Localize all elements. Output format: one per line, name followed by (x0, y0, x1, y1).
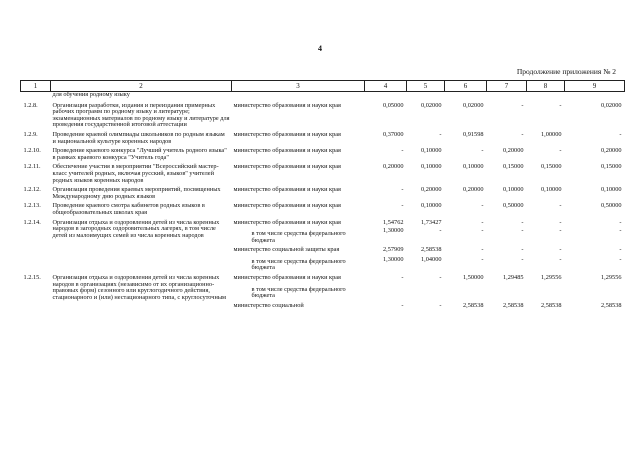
cell-col6: - (481, 255, 484, 263)
table-row (21, 147, 625, 163)
cell-col8: - (559, 227, 562, 235)
col-header-9: 9 (565, 81, 625, 92)
cell-col8: 0,10000 (541, 186, 562, 194)
cell-col7: 0,50000 (503, 202, 524, 210)
cell-col8: 1,00000 (541, 130, 562, 138)
row-ministry: министерство образования и науки края (233, 147, 341, 155)
cell-col8: 2,58538 (541, 301, 562, 309)
row-ministry: министерство образования и науки края (233, 130, 341, 138)
cell-col7: 0,10000 (503, 186, 524, 194)
table-row (21, 102, 625, 131)
cell-col8: - (559, 101, 562, 109)
cell-col4 (365, 284, 407, 302)
cell-col9: - (619, 227, 622, 235)
table-row (21, 131, 625, 147)
cell-col4: - (401, 202, 404, 210)
cell-col5: 1,04000 (421, 255, 442, 263)
row-code: 1.2.8. (23, 101, 38, 109)
cell-col7 (487, 284, 527, 302)
cell-col8: - (559, 202, 562, 210)
federal-budget-note: в том числе средства федерального бюджета (251, 230, 346, 244)
cell-col8: - (559, 246, 562, 254)
cell-col4: - (401, 186, 404, 194)
federal-budget-note: в том числе средства федерального бюджета (251, 285, 346, 300)
cell-col5: 1,73427 (421, 218, 442, 226)
cell-col8: - (559, 255, 562, 263)
cell-col9: 0,50000 (601, 202, 622, 210)
row-title: Организация проведения краевых мероприятий, посвященных Международному дню родных языков (52, 186, 221, 200)
cell-col9: 0,02000 (601, 101, 622, 109)
cell-col7: - (521, 227, 524, 235)
cell-col4: - (401, 147, 404, 155)
cell-col9: 0,20000 (601, 147, 622, 155)
row-title: Проведение краевой олимпиады школьников по родным языкам и национальной культуре коренных народов (52, 130, 225, 145)
cell-col8 (527, 284, 565, 302)
cell-col5: 0,02000 (421, 101, 442, 109)
cell-col6: - (481, 218, 484, 226)
cell-col9: 0,10000 (601, 186, 622, 194)
cell-col4: 1,54762 (383, 218, 404, 226)
cell-col4: 2,57909 (383, 246, 404, 254)
col-header-8: 8 (527, 81, 565, 92)
table-row (21, 163, 625, 186)
cell-col4: 0,05000 (383, 101, 404, 109)
cell-col7: - (521, 246, 524, 254)
cell-col5: 0,10000 (421, 147, 442, 155)
cell-col6: 2,58538 (463, 301, 484, 309)
row-title: Организация отдыха и оздоровления детей из числа коренных народов в организациях (независимо от их организационно-правовых форм) сезонного или круглогодичного действия, стационарного и (или) нестационарного типа, с круглосуточным (52, 274, 227, 301)
cell-col8: - (559, 218, 562, 226)
cell-col7: 0,20000 (503, 147, 524, 155)
cell-col5: - (439, 227, 442, 235)
cell-col6 (445, 284, 487, 302)
cell-col5: - (439, 274, 442, 282)
cell-col7: - (521, 101, 524, 109)
cell-col5: 0,20000 (421, 186, 442, 194)
cell-col5: 0,10000 (421, 163, 442, 171)
row-title: Проведение краевого конкурса "Лучший учитель родного языка" в рамках краевого конкурса "Учитель года" (52, 147, 227, 161)
cell-col7: - (521, 130, 524, 138)
cell-col4: - (401, 274, 404, 282)
cell-col6: - (481, 246, 484, 254)
cell-col5 (407, 284, 445, 302)
table-row (21, 274, 625, 284)
col-header-1: 1 (21, 81, 51, 92)
cell-col9: 1,29556 (601, 274, 622, 282)
cell-col7: - (521, 218, 524, 226)
col-header-3: 3 (232, 81, 365, 92)
cell-col4: 1,30000 (383, 255, 404, 263)
page-number: 4 (318, 44, 322, 53)
federal-budget-note: в том числе средства федерального бюджета (251, 257, 346, 272)
cell-col6: 1,50000 (463, 274, 484, 282)
cell-col8: 1,29556 (541, 274, 562, 282)
cell-col4: 0,37000 (383, 130, 404, 138)
table-row (21, 186, 625, 202)
cell-col9: - (619, 130, 622, 138)
cell-col6: 0,10000 (463, 163, 484, 171)
cell-col6: 0,20000 (463, 186, 484, 194)
col-header-2: 2 (51, 81, 232, 92)
table-row (21, 202, 625, 218)
cell-col4: 0,20000 (383, 163, 404, 171)
cell-col9: 0,15000 (601, 163, 622, 171)
cell-col5: 0,10000 (421, 202, 442, 210)
col-header-6: 6 (445, 81, 487, 92)
cell-col6: - (481, 227, 484, 235)
cell-col7: 1,29485 (503, 274, 524, 282)
budget-table (20, 80, 625, 311)
row-ministry: министерство социальной (233, 301, 304, 309)
col-header-4: 4 (365, 81, 407, 92)
cell-col4: 1,30000 (383, 227, 404, 235)
row-code: 1.2.14. (23, 218, 41, 226)
cell-col6: - (481, 147, 484, 155)
row-title: Организация отдыха и оздоровления детей из числа коренных народов в загородных оздоровительных лагерях, в том числе детей из малоимущих семей из числа коренных народов (52, 218, 220, 239)
row-code: 1.2.12. (23, 186, 41, 194)
col-header-7: 7 (487, 81, 527, 92)
appendix-note: Продолжение приложения № 2 (516, 67, 616, 76)
cell-col4: - (401, 301, 404, 309)
cell-col8: 0,15000 (541, 163, 562, 171)
row-code: 1.2.13. (23, 202, 41, 210)
cell-col7: 2,58538 (503, 301, 524, 309)
cell-col9: 2,58538 (601, 301, 622, 309)
cell-col6: 0,91598 (463, 130, 484, 138)
row-ministry: министерство образования и науки края (233, 274, 341, 282)
cell-col6: - (481, 202, 484, 210)
cell-col5: - (439, 301, 442, 309)
row-ministry: министерство образования и науки края (233, 101, 341, 109)
table-row (21, 219, 625, 229)
row-code: 1.2.10. (23, 147, 41, 155)
cell-col6: 0,02000 (463, 101, 484, 109)
row-title: Обеспечение участия в мероприятии "Всероссийский мастер-класс учителей родных, включая русский, языков" учителей родных языков коренных народов (52, 163, 219, 184)
carry-over-text: для обучения родному языку (52, 91, 130, 98)
cell-col9 (565, 284, 625, 302)
cell-col9: - (619, 218, 622, 226)
row-code: 1.2.9. (23, 130, 38, 138)
row-title: Проведение краевого смотра кабинетов родных языков в общеобразовательных школах края (52, 202, 205, 216)
cell-col8: - (559, 147, 562, 155)
cell-col5: - (439, 130, 442, 138)
cell-col9: - (619, 255, 622, 263)
row-ministry: министерство образования и науки края (233, 163, 341, 171)
row-ministry: министерство образования и науки края (233, 186, 341, 194)
table-row-carry (21, 92, 625, 102)
cell-col7: - (521, 255, 524, 263)
header-row (21, 81, 625, 92)
col-header-5: 5 (407, 81, 445, 92)
row-code: 1.2.11. (23, 163, 41, 171)
cell-col5: 2,58538 (421, 246, 442, 254)
cell-col9: - (619, 246, 622, 254)
row-ministry: министерство образования и науки края (233, 202, 341, 210)
row-title: Организация разработки, издания и переиздания примерных рабочих программ по родному языку и литературе; экзаменационных материалов по родному языку и литературе для проведения государственной итоговой аттестации (52, 101, 230, 129)
row-ministry: министерство образования и науки края (233, 218, 341, 226)
row-code: 1.2.15. (23, 274, 41, 282)
row-ministry: министерство социальной защиты края (233, 246, 340, 254)
cell-col7: 0,15000 (503, 163, 524, 171)
